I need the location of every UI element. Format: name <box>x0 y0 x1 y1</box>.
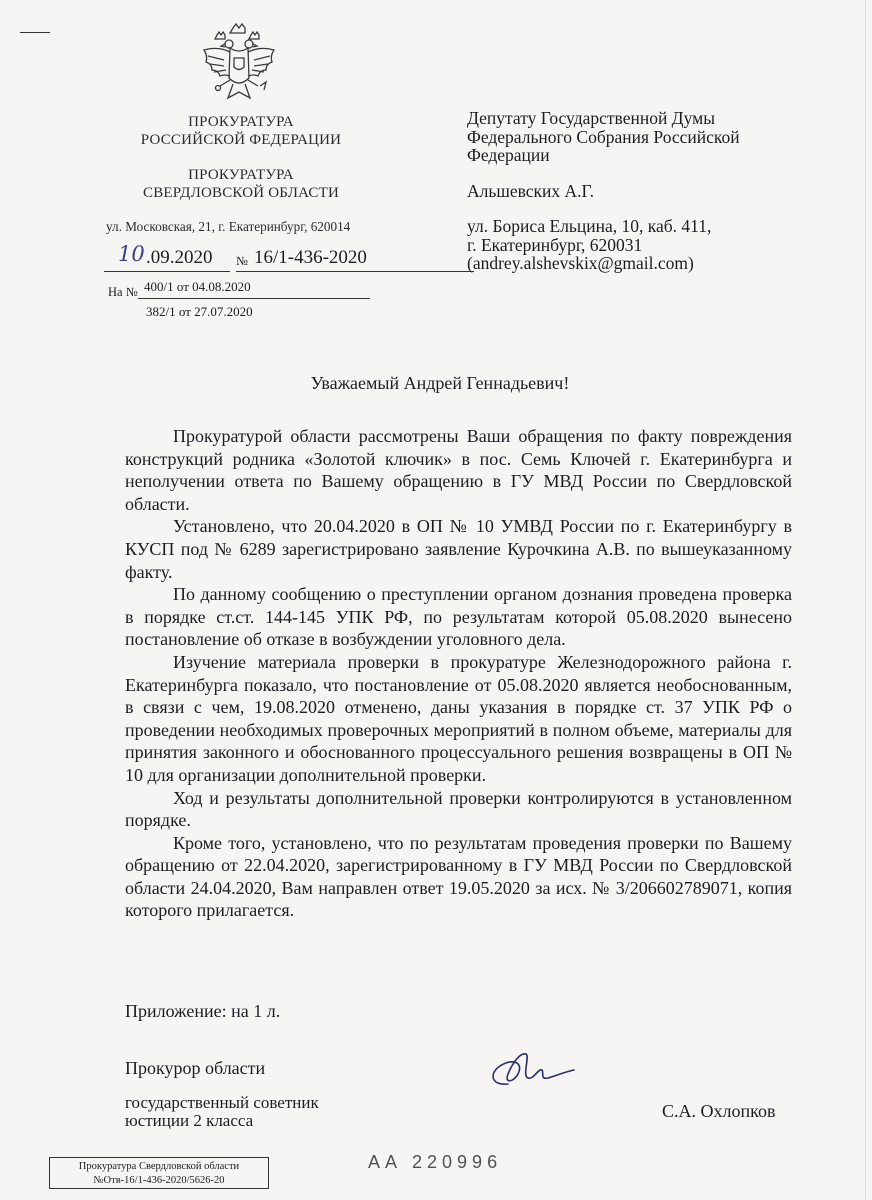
letter-body <box>125 425 792 922</box>
reference-1: 400/1 от 04.08.2020 <box>144 279 251 294</box>
recipient-position: Федерации <box>467 145 550 165</box>
recipient-position: Депутату Государственной Думы <box>467 108 715 128</box>
recipient-position: Федерального Собрания Российской <box>467 126 740 147</box>
stamp-line: Прокуратура Свердловской области <box>78 1161 240 1172</box>
org-line: ПРОКУРАТУРА <box>188 167 294 183</box>
registration-stamp <box>49 1157 269 1189</box>
salutation: Уважаемый Андрей Геннадьевич! <box>310 373 570 393</box>
signer-title: Прокурор области <box>125 1058 266 1078</box>
body-paragraph: Кроме того, установлено, что по результатам проведения проверки по Вашему обращению от 22.04.2020, зарегистрированному в ГУ МВД России по Свердловской области 24.04.2020, Вам направлен ответ 19.05.2020 за исх. № 3/206602789071, копия которого прилагается. <box>125 832 792 921</box>
sender-org-federal <box>110 113 372 149</box>
body-paragraph: Прокуратурой области рассмотрены Ваши обращения по факту повреждения конструкций родника «Золотой ключик» в пос. Семь Ключей г. Екатеринбурга и неполучении ответа по Вашему обращению в ГУ МВД России по Свердловской области. <box>125 426 792 514</box>
signature-icon <box>478 1040 588 1100</box>
signer-rank <box>125 1094 319 1130</box>
body-paragraph: Изучение материала проверки в прокуратуре Железнодорожного района г. Екатеринбурга показало, что постановление от 05.08.2020 является необоснованным, в связи с чем, 19.08.2020 отменено, даны указания в порядке ст. 37 УПК РФ о проведении необходимых проверочных мероприятий в полном объеме, материалы для принятия законного и обоснованного процессуального решения возвращены в ОП № 10 для организации дополнительной проверки. <box>125 651 792 785</box>
reference-2: 382/1 от 27.07.2020 <box>146 304 253 319</box>
handwritten-day: 10 <box>118 242 145 266</box>
recipient-name: Альшевских А.Г. <box>467 180 595 201</box>
recipient-block <box>467 109 847 273</box>
recipient-address: г. Екатеринбург, 620031 <box>467 234 643 255</box>
org-line: РОССИЙСКОЙ ФЕДЕРАЦИИ <box>140 132 342 148</box>
signer-name: С.А. Охлопков <box>662 1101 776 1121</box>
stamp-line: №Отв-16/1-436-2020/5626-20 <box>93 1175 225 1186</box>
recipient-address: ул. Бориса Ельцина, 10, каб. 411, <box>467 216 712 236</box>
body-paragraph: По данному сообщению о преступлении органом дознания проведена проверка в порядке ст.ст. 144-145 УПК РФ, по результатам которой 05.08.2020 вынесено постановление об отказе в возбуждении уголовного дела. <box>125 584 792 650</box>
org-line: СВЕРДЛОВСКОЙ ОБЛАСТИ <box>142 185 339 201</box>
date-underline <box>104 271 230 272</box>
signer-rank-line: юстиции 2 класса <box>125 1111 254 1130</box>
recipient-email: (andrey.alshevskix@gmail.com) <box>467 253 694 273</box>
body-paragraph: Установлено, что 20.04.2020 в ОП № 10 УМВД России по г. Екатеринбургу в КУСП под № 6289 зарегистрировано заявление Курочкина А.В. по вышеуказанному факту. <box>125 516 792 582</box>
number-underline <box>236 271 474 272</box>
org-line: ПРОКУРАТУРА <box>188 114 294 130</box>
body-paragraph: Ход и результаты дополнительной проверки контролируются в установленном порядке. <box>125 787 792 831</box>
signer-rank-line: государственный советник <box>125 1093 319 1112</box>
attachment-note: Приложение: на 1 л. <box>125 1001 281 1021</box>
outgoing-date: .09.2020 <box>146 247 213 268</box>
number-sign: № <box>236 254 248 268</box>
reference-underline <box>138 298 370 299</box>
reference-label: На № <box>108 285 138 299</box>
corner-mark <box>20 32 50 33</box>
coat-of-arms-icon <box>200 22 278 104</box>
sender-address: ул. Московская, 21, г. Екатеринбург, 620014 <box>106 219 351 234</box>
form-serial-number: АА 220996 <box>368 1152 503 1172</box>
page-edge <box>865 0 866 1200</box>
outgoing-number: 16/1-436-2020 <box>254 247 367 268</box>
sender-org-regional <box>110 166 372 202</box>
